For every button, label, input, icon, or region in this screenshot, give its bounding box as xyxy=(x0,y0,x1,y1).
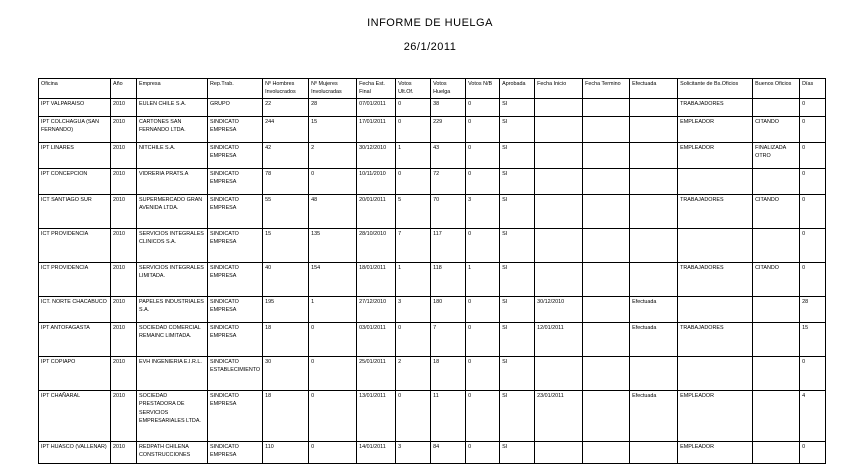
table-cell: EMPLEADOR xyxy=(678,143,753,169)
table-cell: 0 xyxy=(800,117,826,143)
table-cell: FINALIZADA OTRO xyxy=(753,143,800,169)
table-cell: PAPELES INDUSTRIALES S.A. xyxy=(137,297,208,323)
table-cell xyxy=(583,297,630,323)
column-header: Oficina xyxy=(39,79,111,99)
column-header: Votos Huelga xyxy=(431,79,466,99)
table-cell xyxy=(630,195,678,229)
column-header: Fecha Est. Final xyxy=(357,79,396,99)
table-cell: 0 xyxy=(396,323,431,357)
table-cell: SINDICATO EMPRESA xyxy=(208,143,263,169)
table-cell: SOCIEDAD PRESTADORA DE SERVICIOS EMPRESARIALES LTDA. xyxy=(137,391,208,442)
table-cell: 18 xyxy=(263,323,309,357)
table-cell xyxy=(678,357,753,391)
table-cell xyxy=(535,99,583,117)
table-cell: 2010 xyxy=(111,143,137,169)
table-cell xyxy=(583,357,630,391)
table-cell: IPT HUASCO (VALLENAR) xyxy=(39,442,111,464)
table-cell: Efectuada xyxy=(630,391,678,442)
table-cell xyxy=(630,357,678,391)
table-cell: 23/01/2011 xyxy=(535,391,583,442)
table-cell: 03/01/2011 xyxy=(357,323,396,357)
table-cell: 0 xyxy=(466,297,500,323)
table-cell: TRABAJADORES xyxy=(678,99,753,117)
report-date: 26/1/2011 xyxy=(403,41,457,53)
table-cell: 0 xyxy=(800,169,826,195)
column-header: Efectuada xyxy=(630,79,678,99)
table-cell: 18/01/2011 xyxy=(357,263,396,297)
table-cell: SI xyxy=(500,263,535,297)
table-cell: EMPLEADOR xyxy=(678,117,753,143)
table-cell: 22 xyxy=(263,99,309,117)
table-cell xyxy=(678,297,753,323)
table-cell: 15 xyxy=(309,117,357,143)
table-cell xyxy=(583,391,630,442)
table-cell: 2010 xyxy=(111,263,137,297)
table-cell xyxy=(535,143,583,169)
table-cell: 0 xyxy=(396,117,431,143)
table-cell: 12/01/2011 xyxy=(535,323,583,357)
table-cell: ICT. NORTE CHACABUCO xyxy=(39,297,111,323)
table-cell: ICT PROVIDENCIA xyxy=(39,229,111,263)
table-cell: SI xyxy=(500,391,535,442)
table-row xyxy=(39,391,826,442)
table-cell: 18 xyxy=(431,357,466,391)
table-cell: 0 xyxy=(396,99,431,117)
table-cell: SINDICATO EMPRESA xyxy=(208,117,263,143)
table-cell: SINDICATO EMPRESA xyxy=(208,391,263,442)
table-cell: 72 xyxy=(431,169,466,195)
table-cell: 135 xyxy=(309,229,357,263)
table-cell: 10/11/2010 xyxy=(357,169,396,195)
table-cell: SINDICATO EMPRESA xyxy=(208,323,263,357)
column-header: Rep.Trab. xyxy=(208,79,263,99)
table-cell: 0 xyxy=(800,229,826,263)
column-header: Nº Mujeres Involucradas xyxy=(309,79,357,99)
table-cell: 3 xyxy=(396,297,431,323)
table-cell xyxy=(535,442,583,464)
column-header: Año xyxy=(111,79,137,99)
table-cell: ICT PROVIDENCIA xyxy=(39,263,111,297)
table-cell: SI xyxy=(500,117,535,143)
table-cell: 195 xyxy=(263,297,309,323)
table-cell xyxy=(753,99,800,117)
table-cell: 0 xyxy=(309,442,357,464)
table-cell: NITCHILE S.A. xyxy=(137,143,208,169)
table-cell: 30/12/2010 xyxy=(357,143,396,169)
strike-report-table xyxy=(38,78,826,464)
table-cell xyxy=(535,229,583,263)
table-cell: 0 xyxy=(800,195,826,229)
table-cell: TRABAJADORES xyxy=(678,195,753,229)
table-cell: SERVICIOS INTEGRALES CLINICOS S.A. xyxy=(137,229,208,263)
table-cell: 0 xyxy=(466,143,500,169)
table-cell: Efectuada xyxy=(630,323,678,357)
table-cell xyxy=(630,169,678,195)
table-cell: Efectuada xyxy=(630,297,678,323)
table-cell: 2010 xyxy=(111,297,137,323)
table-cell xyxy=(753,297,800,323)
table-cell: 0 xyxy=(800,143,826,169)
table-cell: 14/01/2011 xyxy=(357,442,396,464)
table-cell: IPT VALPARAISO xyxy=(39,99,111,117)
table-cell: SINDICATO EMPRESA xyxy=(208,195,263,229)
table-row xyxy=(39,263,826,297)
table-cell xyxy=(535,263,583,297)
table-cell: 180 xyxy=(431,297,466,323)
table-cell: IPT LINARES xyxy=(39,143,111,169)
table-cell: SI xyxy=(500,99,535,117)
column-header: Votos Ult.Of. xyxy=(396,79,431,99)
table-row xyxy=(39,195,826,229)
table-cell: 2010 xyxy=(111,229,137,263)
table-cell xyxy=(753,391,800,442)
table-cell: 0 xyxy=(800,357,826,391)
table-cell: SINDICATO ESTABLECIMIENTO xyxy=(208,357,263,391)
table-cell: IPT COLCHAGUA (SAN FERNANDO) xyxy=(39,117,111,143)
table-cell: 0 xyxy=(800,442,826,464)
table-cell: 2 xyxy=(396,357,431,391)
table-cell: 15 xyxy=(263,229,309,263)
column-header: Empresa xyxy=(137,79,208,99)
table-cell xyxy=(630,442,678,464)
table-cell: CITANDO xyxy=(753,263,800,297)
table-cell: 0 xyxy=(466,169,500,195)
table-cell: 2010 xyxy=(111,391,137,442)
table-cell: SINDICATO EMPRESA xyxy=(208,229,263,263)
table-cell: 4 xyxy=(800,391,826,442)
table-cell: 28/10/2010 xyxy=(357,229,396,263)
table-cell: 0 xyxy=(800,263,826,297)
table-cell: 17/01/2011 xyxy=(357,117,396,143)
table-cell: CITANDO xyxy=(753,195,800,229)
column-header: Solicitante de Bs.Oficios xyxy=(678,79,753,99)
table-cell xyxy=(583,117,630,143)
column-header: Nº Hombres Involucrados xyxy=(263,79,309,99)
table-row xyxy=(39,99,826,117)
column-header: Fecha Inicio xyxy=(535,79,583,99)
table-cell: 48 xyxy=(309,195,357,229)
table-cell: VIDRERIA PRATS.A xyxy=(137,169,208,195)
table-cell: 0 xyxy=(309,391,357,442)
table-cell: 28 xyxy=(800,297,826,323)
table-cell: 7 xyxy=(396,229,431,263)
table-header-row xyxy=(39,79,826,99)
table-cell: 1 xyxy=(466,263,500,297)
table-cell: 0 xyxy=(466,99,500,117)
table-cell xyxy=(583,323,630,357)
table-cell xyxy=(753,169,800,195)
table-cell xyxy=(583,143,630,169)
table-cell: IPT CHAÑARAL xyxy=(39,391,111,442)
table-cell: TRABAJADORES xyxy=(678,263,753,297)
table-cell: EMPLEADOR xyxy=(678,391,753,442)
table-cell: 2010 xyxy=(111,323,137,357)
table-cell: 117 xyxy=(431,229,466,263)
table-cell: SI xyxy=(500,442,535,464)
column-header: Votos N/B xyxy=(466,79,500,99)
table-cell xyxy=(583,442,630,464)
report-title: INFORME DE HUELGA xyxy=(367,17,493,29)
table-row xyxy=(39,169,826,195)
table-cell: 78 xyxy=(263,169,309,195)
table-cell: 42 xyxy=(263,143,309,169)
table-cell: 07/01/2011 xyxy=(357,99,396,117)
table-row xyxy=(39,323,826,357)
table-cell xyxy=(678,169,753,195)
table-cell: IPT ANTOFAGASTA xyxy=(39,323,111,357)
table-cell: 38 xyxy=(431,99,466,117)
table-row xyxy=(39,357,826,391)
column-header: Buenos Oficios xyxy=(753,79,800,99)
table-cell: 118 xyxy=(431,263,466,297)
table-cell: IPT CONCEPCION xyxy=(39,169,111,195)
table-cell xyxy=(630,263,678,297)
table-cell: EVH INGENIERIA E.I.R.L. xyxy=(137,357,208,391)
table-cell: 5 xyxy=(396,195,431,229)
table-cell: 0 xyxy=(466,442,500,464)
table-cell: 154 xyxy=(309,263,357,297)
table-cell: 1 xyxy=(396,143,431,169)
table-cell: SINDICATO EMPRESA xyxy=(208,169,263,195)
table-cell: SI xyxy=(500,195,535,229)
table-cell xyxy=(630,117,678,143)
table-cell: 2 xyxy=(309,143,357,169)
table-cell xyxy=(583,195,630,229)
column-header: Días xyxy=(800,79,826,99)
table-row xyxy=(39,297,826,323)
table-cell xyxy=(753,357,800,391)
table-cell xyxy=(753,323,800,357)
table-row xyxy=(39,117,826,143)
table-row xyxy=(39,442,826,464)
table-cell: 244 xyxy=(263,117,309,143)
table-cell xyxy=(583,169,630,195)
table-cell: SINDICATO EMPRESA xyxy=(208,297,263,323)
table-cell: 0 xyxy=(396,169,431,195)
table-cell xyxy=(583,263,630,297)
table-cell xyxy=(630,229,678,263)
table-cell xyxy=(630,143,678,169)
table-cell: SINDICATO EMPRESA xyxy=(208,263,263,297)
table-cell: 2010 xyxy=(111,99,137,117)
table-cell: SI xyxy=(500,323,535,357)
table-cell xyxy=(535,117,583,143)
table-cell: 0 xyxy=(309,169,357,195)
table-cell: 2010 xyxy=(111,117,137,143)
table-body xyxy=(39,99,826,464)
table-cell: SUPERMERCADO GRAN AVENIDA LTDA. xyxy=(137,195,208,229)
table-cell: 0 xyxy=(466,357,500,391)
table-cell: 1 xyxy=(309,297,357,323)
table-cell: SI xyxy=(500,357,535,391)
table-cell: 11 xyxy=(431,391,466,442)
table-cell: 0 xyxy=(466,229,500,263)
table-cell: 27/12/2010 xyxy=(357,297,396,323)
table-cell: 28 xyxy=(309,99,357,117)
table-cell: IPT COPIAPO xyxy=(39,357,111,391)
table-cell: CARTONES SAN FERNANDO LTDA. xyxy=(137,117,208,143)
table-cell xyxy=(753,229,800,263)
table-cell: SI xyxy=(500,143,535,169)
table-cell: 0 xyxy=(466,391,500,442)
table-cell: 15 xyxy=(800,323,826,357)
table-cell xyxy=(583,229,630,263)
table-cell: SI xyxy=(500,297,535,323)
table-cell xyxy=(753,442,800,464)
table-cell: 3 xyxy=(466,195,500,229)
table-cell xyxy=(535,169,583,195)
table-cell: 3 xyxy=(396,442,431,464)
table-cell: 2010 xyxy=(111,442,137,464)
table-cell: SI xyxy=(500,169,535,195)
table-cell: REDPATH CHILENA CONSTRUCCIONES xyxy=(137,442,208,464)
table-cell: GRUPO xyxy=(208,99,263,117)
table-cell xyxy=(678,229,753,263)
table-cell: SOCIEDAD COMERCIAL REMAINC LIMITADA. xyxy=(137,323,208,357)
table-cell: 229 xyxy=(431,117,466,143)
table-cell: 55 xyxy=(263,195,309,229)
table-cell: 110 xyxy=(263,442,309,464)
table-cell: 0 xyxy=(396,391,431,442)
table-cell: SERVICIOS INTEGRALES LIMITADA. xyxy=(137,263,208,297)
table-cell: CITANDO xyxy=(753,117,800,143)
table-cell: 40 xyxy=(263,263,309,297)
table-cell: 43 xyxy=(431,143,466,169)
table-cell: 30 xyxy=(263,357,309,391)
column-header: Aprobada xyxy=(500,79,535,99)
table-cell: 0 xyxy=(309,357,357,391)
table-cell xyxy=(535,195,583,229)
table-cell: 1 xyxy=(396,263,431,297)
table-cell: 2010 xyxy=(111,195,137,229)
table-cell: ICT SANTIAGO SUR xyxy=(39,195,111,229)
table-cell: 20/01/2011 xyxy=(357,195,396,229)
table-cell xyxy=(630,99,678,117)
table-cell: 18 xyxy=(263,391,309,442)
table-cell: 30/12/2010 xyxy=(535,297,583,323)
table-cell: EMPLEADOR xyxy=(678,442,753,464)
table-row xyxy=(39,229,826,263)
table-row xyxy=(39,143,826,169)
table-cell: 0 xyxy=(466,117,500,143)
table-cell: 2010 xyxy=(111,357,137,391)
table-cell xyxy=(583,99,630,117)
table-cell: 0 xyxy=(466,323,500,357)
column-header: Fecha Termino xyxy=(583,79,630,99)
table-cell: SI xyxy=(500,229,535,263)
table-cell: EULEN CHILE S.A. xyxy=(137,99,208,117)
table-cell: 13/01/2011 xyxy=(357,391,396,442)
table-cell: SINDICATO EMPRESA xyxy=(208,442,263,464)
table-cell xyxy=(535,357,583,391)
table-cell: TRABAJADORES xyxy=(678,323,753,357)
table-cell: 7 xyxy=(431,323,466,357)
table-cell: 0 xyxy=(800,99,826,117)
table-cell: 0 xyxy=(309,323,357,357)
table-cell: 70 xyxy=(431,195,466,229)
table-cell: 2010 xyxy=(111,169,137,195)
table-cell: 84 xyxy=(431,442,466,464)
table-cell: 25/01/2011 xyxy=(357,357,396,391)
